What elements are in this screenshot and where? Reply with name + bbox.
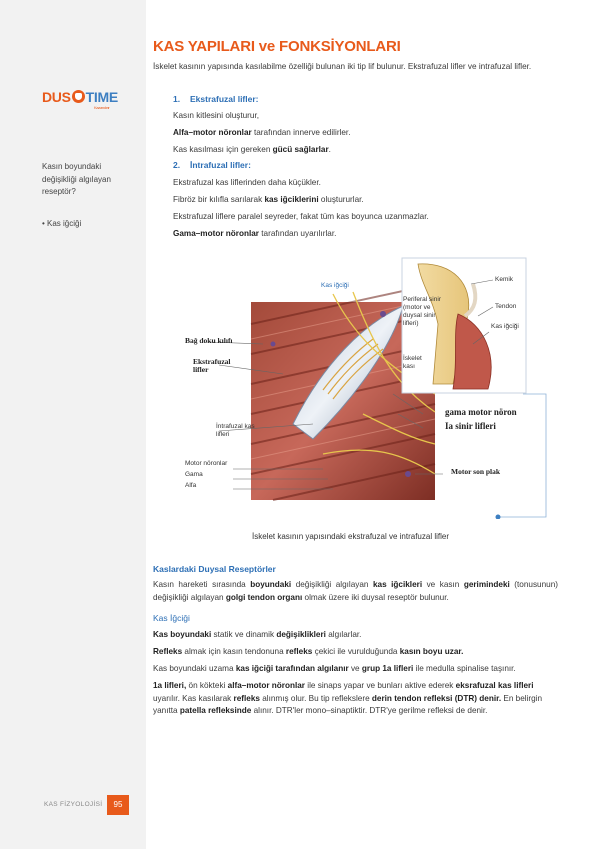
sidebar-question: Kasın boyundaki değişikliği algılayan reseptör?: [42, 162, 111, 196]
spindle-p2: Refleks almak için kasın tendonuna refleks çekici ile vurulduğunda kasın boyu uzar.: [153, 647, 464, 656]
logo-text-dus: DUS: [42, 89, 71, 105]
receptors-heading: Kaslardaki Duysal Reseptörler: [153, 564, 276, 574]
sidebar-answer: • Kas iğciği: [42, 219, 82, 228]
figure-caption: İskelet kasının yapısındaki ekstrafuzal ve intrafuzal lifler: [252, 532, 449, 541]
page-title: KAS YAPILARI ve FONKSİYONLARI: [153, 38, 401, 55]
label-kas-igcigi-inset: Kas iğciği: [491, 323, 519, 330]
logo-text-time: TIME: [85, 89, 118, 105]
label-kemik: Kemik: [495, 276, 514, 283]
spindle-heading: Kas İğciği: [153, 613, 190, 623]
sidebar: [0, 0, 146, 849]
label-kas-igcigi: Kas iğciği: [321, 282, 349, 289]
label-ia-sinir: Ia sinir lifleri: [445, 421, 496, 431]
label-gama-motor: gama motor nöron: [445, 407, 517, 417]
figure-bracket-dot: [496, 515, 501, 520]
spindle-p3: Kas boyundaki uzama kas iğciği tarafından algılanır ve grup 1a lifleri ile medulla spinalise taşınır.: [153, 664, 516, 673]
section2-line3: Ekstrafuzal liflere paralel seyreder, fakat tüm kas boyunca uzanmazlar.: [173, 212, 429, 221]
section1-line3: Kas kasılması için gereken gücü sağlarlar.: [173, 145, 331, 154]
section1-heading: [173, 94, 259, 104]
tooth-icon: [72, 90, 85, 103]
section2-line4: Gama–motor nöronlar tarafından uyarılırlar.: [173, 229, 337, 238]
section1-title: Ekstrafuzal lifler:: [190, 94, 259, 104]
section1-line1: Kasın kitlesini oluşturur,: [173, 111, 260, 120]
section2-heading: [173, 160, 251, 170]
label-ekstrafuzal: Ekstrafuzal lifler: [193, 357, 231, 374]
label-bag-doku: Bağ doku kılıfı: [185, 336, 233, 345]
label-motor-noronlar: Motor nöronlar: [185, 460, 228, 467]
receptors-paragraph: Kasın hareketi sırasında boyundaki değişikliği algılayan kas iğcikleri ve kasın gerimindeki (tonusunun) değişikliği algılayan golgi tendon organı olmak üzere iki duysal reseptör bulunur.: [153, 580, 558, 602]
label-periferal: Periferal sinir (motor ve duysal sinir lifleri): [403, 296, 441, 327]
label-intrafuzal: İntrafuzal kas lifleri: [216, 423, 255, 438]
label-gama: Gama: [185, 471, 203, 478]
figure-illustration: [153, 244, 548, 519]
section1-line2: Alfa–motor nöronlar tarafından innerve edilirler.: [173, 128, 351, 137]
page-number: 95: [107, 795, 129, 815]
spindle-p1: Kas boyundaki statik ve dinamik değişiklikleri algılarlar.: [153, 630, 362, 639]
footer-section: KAS FİZYOLOJİSİ: [44, 801, 103, 808]
label-tendon: Tendon: [495, 303, 517, 310]
section2-title: İntrafuzal lifler:: [190, 160, 251, 170]
intro-paragraph: İskelet kasının yapısında kasılabilme özelliği bulunan iki tip lif bulunur. Ekstrafuzal lifler ve intrafuzal lifler.: [153, 62, 532, 71]
section2-number: 2.: [173, 160, 181, 170]
muscle-spindle-figure: [153, 244, 548, 519]
section1-number: 1.: [173, 94, 181, 104]
label-alfa: Alfa: [185, 482, 197, 489]
section2-line1: Ekstrafuzal kas liflerinden daha küçükler.: [173, 178, 321, 187]
label-motor-son-plak: Motor son plak: [451, 467, 501, 476]
label-iskelet-kasi: İskelet kası: [403, 355, 422, 370]
spindle-p4: 1a lifleri, ön kökteki alfa–motor nöronlar ile sinaps yapar ve bunları aktive ederek eksrafuzal kas lifleri uyarılır. Kas kasılarak refleks alınmış olur. Bu tip reflekslere derin tendon refleksi (DTR) denir. En belirgin yanıtta patella refleksinde alınır. DTR'ler mono–sinaptiktir. DTR'ye gerilme refleksi de denir.: [153, 681, 543, 715]
dustime-logo: [42, 89, 126, 113]
section2-line2: Fibröz bir kılıfla sarılarak kas iğciklerini oluştururlar.: [173, 195, 364, 204]
logo-subtitle: Kazandırır: [94, 105, 110, 110]
